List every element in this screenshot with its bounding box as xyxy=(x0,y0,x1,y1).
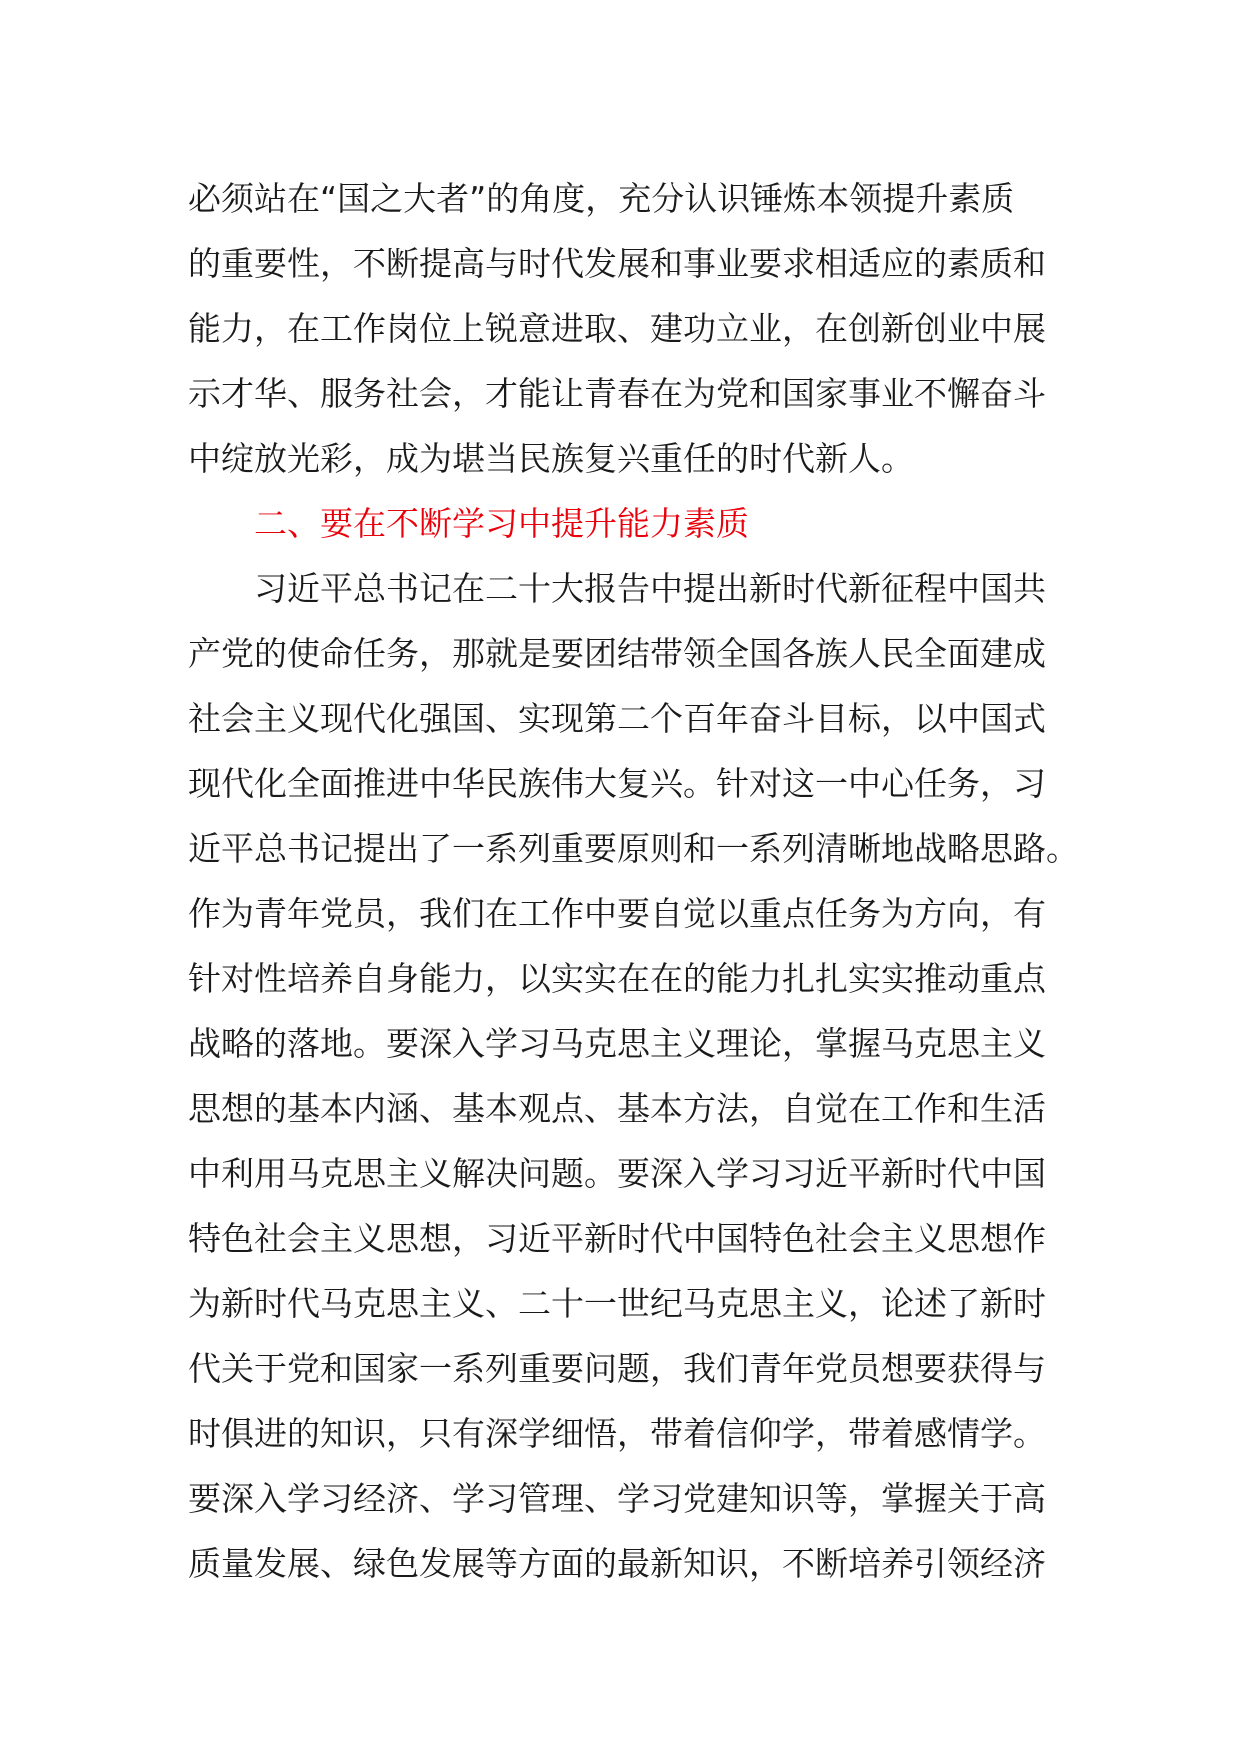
body-line: 示才华、服务社会，才能让青春在为党和国家事业不懈奋斗 xyxy=(188,374,1046,413)
body-line: 近平总书记提出了一系列重要原则和一系列清晰地战略思路。 xyxy=(188,829,1079,868)
body-line: 质量发展、绿色发展等方面的最新知识，不断培养引领经济 xyxy=(188,1544,1046,1583)
body-line: 时俱进的知识，只有深学细悟，带着信仰学，带着感情学。 xyxy=(188,1414,1046,1453)
body-line: 能力，在工作岗位上锐意进取、建功立业，在创新创业中展 xyxy=(188,309,1046,348)
body-line: 必须站在“国之大者”的角度，充分认识锤炼本领提升素质 xyxy=(188,179,1015,218)
body-line: 中利用马克思主义解决问题。要深入学习习近平新时代中国 xyxy=(188,1154,1046,1193)
body-line: 战略的落地。要深入学习马克思主义理论，掌握马克思主义 xyxy=(188,1024,1046,1063)
body-line: 产党的使命任务，那就是要团结带领全国各族人民全面建成 xyxy=(188,634,1046,673)
body-line: 思想的基本内涵、基本观点、基本方法，自觉在工作和生活 xyxy=(188,1089,1046,1128)
section-heading: 二、要在不断学习中提升能力素质 xyxy=(254,504,749,543)
body-line: 中绽放光彩，成为堪当民族复兴重任的时代新人。 xyxy=(188,439,914,478)
body-line: 代关于党和国家一系列重要问题，我们青年党员想要获得与 xyxy=(188,1349,1046,1388)
body-line: 社会主义现代化强国、实现第二个百年奋斗目标，以中国式 xyxy=(188,699,1046,738)
body-line: 作为青年党员，我们在工作中要自觉以重点任务为方向，有 xyxy=(188,894,1046,933)
document-body xyxy=(188,166,1079,1596)
body-line: 为新时代马克思主义、二十一世纪马克思主义，论述了新时 xyxy=(188,1284,1046,1323)
body-line: 的重要性，不断提高与时代发展和事业要求相适应的素质和 xyxy=(188,244,1046,283)
body-line: 现代化全面推进中华民族伟大复兴。针对这一中心任务，习 xyxy=(188,764,1046,803)
body-line: 特色社会主义思想，习近平新时代中国特色社会主义思想作 xyxy=(188,1219,1046,1258)
paragraph-first-line: 习近平总书记在二十大报告中提出新时代新征程中国共 xyxy=(254,569,1046,608)
body-line: 要深入学习经济、学习管理、学习党建知识等，掌握关于高 xyxy=(188,1479,1046,1518)
body-line: 针对性培养自身能力，以实实在在的能力扎扎实实推动重点 xyxy=(188,959,1046,998)
